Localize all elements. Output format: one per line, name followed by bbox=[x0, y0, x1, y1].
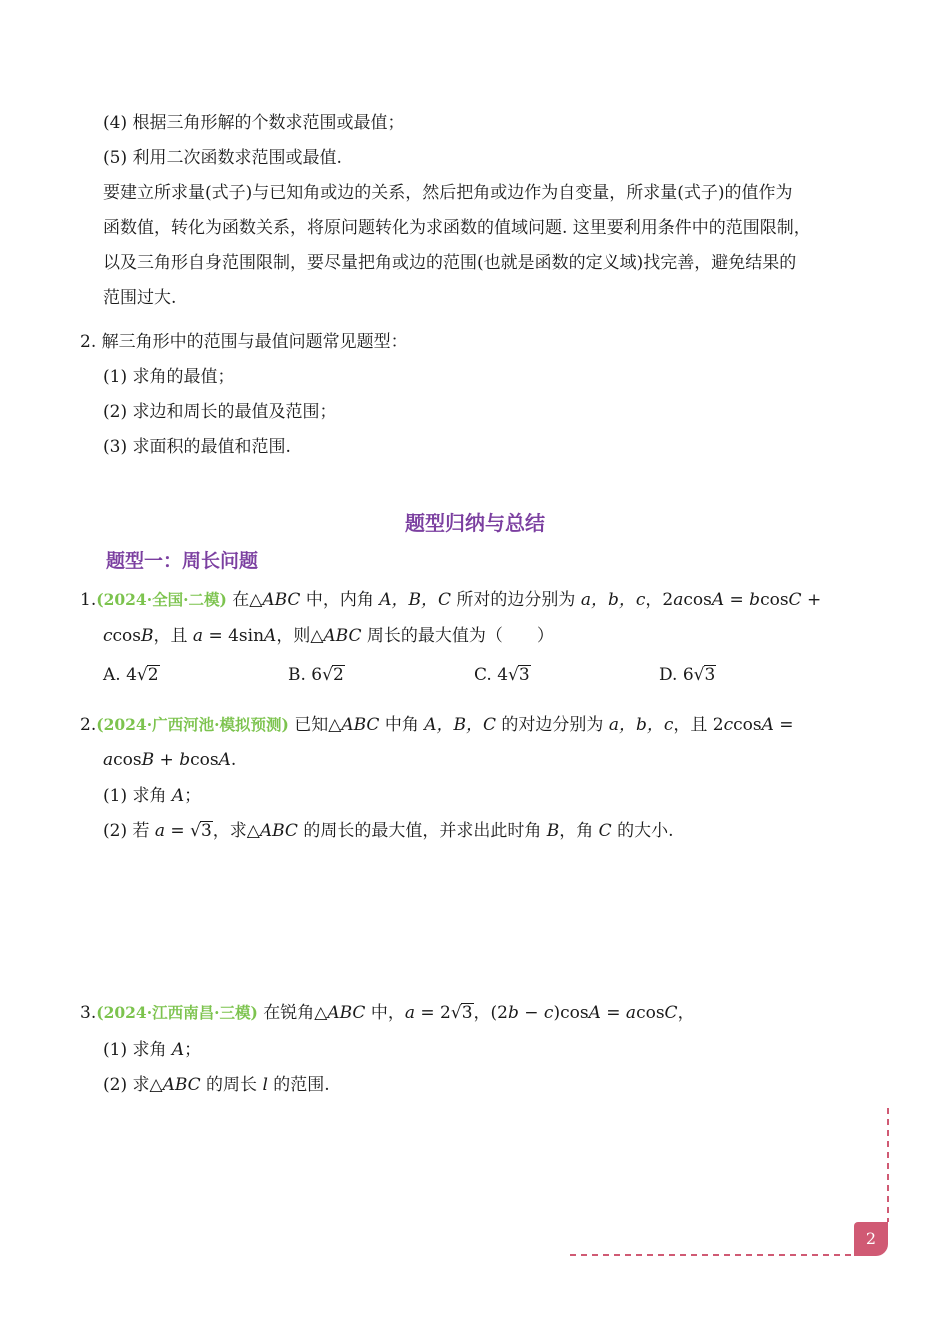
type-title: 题型一：周长问题 bbox=[106, 550, 259, 572]
q2-sides: a，b，c bbox=[608, 715, 674, 735]
q2-text: cos bbox=[113, 750, 142, 770]
q1-text: + bbox=[801, 590, 822, 610]
q2-var: a bbox=[103, 750, 114, 770]
q2-triangle: ABC bbox=[341, 715, 380, 735]
q3-number: 3. bbox=[80, 1003, 97, 1023]
q1-choice-c[interactable] bbox=[474, 663, 531, 687]
choice-radicand: 3 bbox=[518, 665, 530, 685]
q3-var: A bbox=[171, 1040, 185, 1060]
q1-text: 周长的最大值为（ ） bbox=[361, 626, 554, 646]
q1-var: a bbox=[673, 590, 684, 610]
q2-var: B bbox=[546, 821, 560, 841]
q3-var: l bbox=[262, 1075, 268, 1095]
q2-number: 2. bbox=[80, 715, 97, 735]
q2-var: A bbox=[761, 715, 774, 735]
q3-text: = bbox=[600, 1003, 626, 1023]
q1-source: (2024·全国·二模) bbox=[96, 590, 227, 609]
intro-paragraph-line1: 要建立所求量(式子)与已知角或边的关系，然后把角或边作为自变量，所求量(式子)的值作为 bbox=[103, 183, 793, 203]
q1-number: 1. bbox=[80, 590, 97, 610]
q2-sub2-text: ，角 bbox=[559, 821, 599, 841]
q3-var: c bbox=[543, 1003, 554, 1023]
q3-line1 bbox=[80, 1001, 695, 1025]
q2-text: cos bbox=[733, 715, 762, 735]
q3-triangle: ABC bbox=[162, 1075, 201, 1095]
q2-sub2-text: 的大小. bbox=[611, 821, 674, 841]
q2-sub2 bbox=[103, 819, 673, 843]
section-title: 题型归纳与总结 bbox=[405, 511, 545, 535]
choice-radicand: 2 bbox=[147, 665, 159, 685]
sqrt-icon: √ bbox=[322, 665, 333, 685]
q3-radicand: 3 bbox=[461, 1003, 473, 1023]
intro-item-4: (4) 根据三角形解的个数求范围或最值； bbox=[103, 113, 405, 133]
q1-var: C bbox=[788, 590, 802, 610]
q2-sub1-text: (1) 求角 bbox=[103, 786, 172, 806]
q2-var: B bbox=[141, 750, 155, 770]
q1-line1 bbox=[80, 588, 821, 612]
point2-item-2: (2) 求边和周长的最值及范围； bbox=[103, 402, 337, 422]
choice-label: C. 4 bbox=[474, 665, 509, 685]
q2-sub2-text: 的周长的最大值，并求出此时角 bbox=[297, 821, 547, 841]
q2-sub2-text: = bbox=[165, 821, 191, 841]
q2-var: b bbox=[179, 750, 191, 770]
q2-text: cos bbox=[190, 750, 219, 770]
q3-source: (2024·江西南昌·三模) bbox=[96, 1003, 258, 1022]
intro-paragraph-line4: 范围过大. bbox=[103, 288, 177, 308]
point2-title: 2. 解三角形中的范围与最值问题常见题型： bbox=[80, 332, 408, 352]
q2-text: 中角 bbox=[379, 715, 425, 735]
q1-text: 在△ bbox=[226, 590, 263, 610]
q3-text: ，(2 bbox=[473, 1003, 508, 1023]
q1-var: A bbox=[711, 590, 725, 610]
q2-triangle: ABC bbox=[259, 821, 298, 841]
q1-text: = bbox=[724, 590, 750, 610]
q1-text: 中，内角 bbox=[300, 590, 380, 610]
choice-radicand: 2 bbox=[332, 665, 344, 685]
page-number: 2 bbox=[854, 1222, 888, 1256]
sqrt-icon: √ bbox=[450, 1003, 462, 1023]
q1-text: 所对的边分别为 bbox=[451, 590, 581, 610]
q3-text: ， bbox=[677, 1003, 695, 1023]
q2-text: 已知△ bbox=[288, 715, 342, 735]
q3-text: 中， bbox=[365, 1003, 405, 1023]
sqrt-icon: √ bbox=[508, 665, 519, 685]
q2-var: A bbox=[171, 786, 185, 806]
q3-var: a bbox=[625, 1003, 637, 1023]
q3-text: − bbox=[518, 1003, 544, 1023]
q2-radicand: 3 bbox=[200, 821, 212, 841]
q1-text: ，且 bbox=[153, 626, 193, 646]
q1-sides: a，b，c bbox=[580, 590, 646, 610]
q3-var: C bbox=[664, 1003, 678, 1023]
q1-text: cos bbox=[760, 590, 789, 610]
q1-text: cos bbox=[683, 590, 712, 610]
intro-paragraph-line3: 以及三角形自身范围限制，要尽量把角或边的范围(也就是函数的定义域)找完善，避免结果的 bbox=[103, 253, 797, 273]
q2-text: . bbox=[230, 750, 237, 770]
q1-text: = 4sin bbox=[203, 626, 265, 646]
q2-var: c bbox=[723, 715, 734, 735]
q1-var: b bbox=[749, 590, 761, 610]
q1-var: a bbox=[192, 626, 204, 646]
q2-line1 bbox=[80, 713, 794, 737]
q1-triangle: ABC bbox=[262, 590, 301, 610]
q3-var: a bbox=[404, 1003, 415, 1023]
q1-choice-d[interactable] bbox=[659, 663, 716, 687]
q3-sub2 bbox=[103, 1073, 330, 1097]
q3-text: cos bbox=[636, 1003, 665, 1023]
choice-label: A. 4 bbox=[103, 665, 137, 685]
q1-var: B bbox=[141, 626, 154, 646]
q3-triangle: ABC bbox=[327, 1003, 366, 1023]
intro-paragraph-line2: 函数值，转化为函数关系，将原问题转化为求函数的值域问题. 这里要利用条件中的范围限制， bbox=[103, 218, 811, 238]
choice-label: B. 6 bbox=[288, 665, 323, 685]
q3-text: )cos bbox=[553, 1003, 589, 1023]
q2-text: ，且 2 bbox=[673, 715, 724, 735]
q3-sub2-text: 的周长 bbox=[200, 1075, 263, 1095]
intro-item-5: (5) 利用二次函数求范围或最值. bbox=[103, 148, 342, 168]
q3-sub1-text: (1) 求角 bbox=[103, 1040, 172, 1060]
q2-text: = bbox=[773, 715, 794, 735]
q2-var: C bbox=[598, 821, 612, 841]
q3-sub1 bbox=[103, 1038, 201, 1062]
q1-var: A bbox=[264, 626, 277, 646]
q3-sub2-text: (2) 求△ bbox=[103, 1075, 163, 1095]
q1-choice-b[interactable] bbox=[288, 663, 345, 687]
q3-var: A bbox=[588, 1003, 601, 1023]
q3-text: 在锐角△ bbox=[257, 1003, 328, 1023]
q1-line2 bbox=[103, 624, 554, 648]
q1-text: cos bbox=[112, 626, 142, 646]
q2-sub1 bbox=[103, 784, 201, 808]
q2-text: + bbox=[154, 750, 180, 770]
q1-triangle: ABC bbox=[323, 626, 362, 646]
sqrt-icon: √ bbox=[136, 665, 148, 685]
q2-source: (2024·广西河池·模拟预测) bbox=[96, 715, 289, 734]
q3-sub2-text: 的范围. bbox=[267, 1075, 330, 1095]
point2-item-3: (3) 求面积的最值和范围. bbox=[103, 437, 291, 457]
q1-var: c bbox=[103, 626, 113, 646]
q1-choice-a[interactable] bbox=[103, 663, 160, 687]
sqrt-icon: √ bbox=[190, 821, 201, 841]
q2-sub2-text: ，求△ bbox=[212, 821, 260, 841]
sqrt-icon: √ bbox=[693, 665, 705, 685]
q2-text: 的对边分别为 bbox=[496, 715, 609, 735]
q2-sub2-text: (2) 若 bbox=[103, 821, 155, 841]
q3-var: b bbox=[507, 1003, 519, 1023]
q1-text: ，则△ bbox=[276, 626, 324, 646]
q1-angles: A，B，C bbox=[379, 590, 452, 610]
point2-item-1: (1) 求角的最值； bbox=[103, 367, 235, 387]
q3-text: = 2 bbox=[414, 1003, 451, 1023]
q2-sub1-text: ； bbox=[184, 786, 202, 806]
q1-text: ，2 bbox=[645, 590, 674, 610]
choice-radicand: 3 bbox=[704, 665, 716, 685]
q3-sub1-text: ； bbox=[184, 1040, 202, 1060]
q2-angles: A，B，C bbox=[424, 715, 497, 735]
q2-var: a bbox=[154, 821, 166, 841]
q2-line2 bbox=[103, 748, 236, 772]
q2-var: A bbox=[218, 750, 231, 770]
choice-label: D. 6 bbox=[659, 665, 694, 685]
